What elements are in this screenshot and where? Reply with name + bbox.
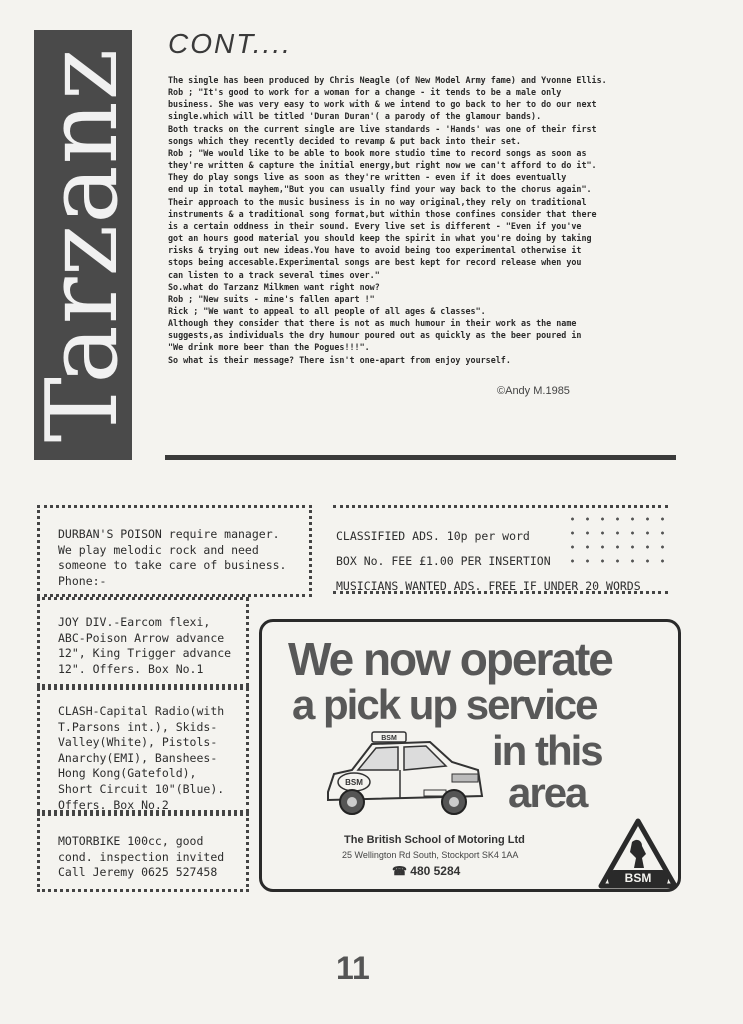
classified-ad-line: T.Parsons int.), Skids- (58, 719, 218, 734)
article-line: single.which will be titled 'Duran Duran'( a parody of the glamour bands). (168, 111, 542, 122)
classified-ad-line: Hong Kong(Gatefold), (58, 766, 197, 781)
article-credit: ©Andy M.1985 (497, 385, 570, 397)
classified-ad-line: Valley(White), Pistols- (58, 735, 218, 750)
classified-ad-box (37, 687, 249, 813)
classified-ad-text (58, 615, 231, 677)
masthead-title: Tarzanz (26, 47, 140, 443)
classified-ad-line: Short Circuit 10"(Blue). (58, 781, 225, 796)
classified-ad-line: 12", King Trigger advance (58, 646, 232, 661)
classified-ad-line: JOY DIV.-Earcom flexi, (58, 615, 211, 629)
classified-ad-line: Phone:- (58, 573, 107, 588)
classified-ad-text (58, 834, 224, 881)
roof-sign-text: BSM (381, 735, 397, 742)
article-line: "We drink more beer than the Pogues!!!". (168, 342, 370, 353)
classified-ad-line: cond. inspection invited (58, 849, 225, 864)
article-line: business. She was very easy to work with & we intend to go back to her to do our next (168, 99, 597, 110)
ad-phone (392, 864, 460, 878)
classified-ad-line: We play melodic rock and need (58, 542, 259, 557)
classified-ad-box (37, 505, 312, 597)
classified-ad-line: Offers. Box No.2 (58, 797, 169, 812)
article-body (168, 74, 688, 366)
masthead-banner (26, 30, 140, 460)
article-continued-heading: CONT.... (168, 28, 292, 59)
article-line: Both tracks on the current single are live standards - 'Hands' was one of their first (168, 123, 597, 134)
car-illustration (320, 730, 490, 822)
box-fee-text: BOX No. FEE £1.00 PER INSERTION (336, 554, 551, 568)
classified-ad-line: 12". Offers. Box No.1 (58, 661, 204, 676)
article-line: Rob ; "New suits - mine's fallen apart !" (168, 293, 375, 304)
article-line: Rick ; "We want to appeal to all people of all ages & classes". (168, 305, 486, 316)
article-line: stops being accesable.Experimental songs are best kept for record release when you (168, 257, 582, 268)
ad-headline-line-1: We now operate (288, 633, 612, 685)
ad-address: 25 Wellington Rd South, Stockport SK4 1AA (342, 850, 519, 860)
dot-pattern (565, 512, 675, 572)
bsm-logo (598, 818, 678, 894)
classified-rate-text: CLASSIFIED ADS. 10p per word (336, 529, 530, 543)
article-line: They do play songs live as soon as they're written - even if it does eventually (168, 172, 567, 183)
article-line: can listen to a track several times over." (168, 269, 380, 280)
article-line: Rob ; "We would like to be able to book more studio time to record songs as soon as (168, 147, 587, 158)
ad-headline-line-3: in this (492, 727, 602, 774)
article-line: is a certain oddness in their sound. Every live set is different - "Even if you've (168, 220, 582, 231)
article-line: got an hours good material you should keep the spirit in what you're doing by taking (168, 233, 592, 244)
phone-icon: ☎ (392, 864, 411, 878)
article-line: risks & trying out new ideas.You have to avoid being too experimental otherwise it (168, 245, 582, 256)
classified-ad-box (37, 597, 249, 687)
classified-ad-line: Anarchy(EMI), Banshees- (58, 750, 218, 765)
article-line: they're written & capture the initial energy,but right now we can't afford to do it". (168, 160, 597, 171)
article-line: Although they consider that there is not as much humour in their work as the name (168, 318, 577, 329)
article-line: end up in total mayhem,"But you can usually find your way back to the chorus again". (168, 184, 592, 195)
bsm-logo-text: BSM (624, 871, 652, 885)
article-line: instruments & a traditional song format,but within those confines consider that there (168, 208, 597, 219)
ad-school-name: The British School of Motoring Ltd (344, 834, 525, 846)
classified-ad-line: MOTORBIKE 100cc, good (58, 834, 204, 848)
musicians-wanted-text: MUSICIANS WANTED ADS. FREE IF UNDER 20 WORDS (336, 579, 641, 593)
ad-phone-number: 480 5284 (410, 864, 461, 878)
article-line: songs which they recently decided to revamp & put back into their set. (168, 135, 521, 146)
article-line: suggests,as individuals the dry humour poured out as quickly as the beer poured in (168, 330, 582, 341)
article-line: So what is their message? There isn't one-apart from enjoy yourself. (168, 354, 511, 365)
section-divider (165, 455, 676, 460)
classified-ad-box (37, 813, 249, 892)
classified-ad-line: Call Jeremy 0625 527458 (58, 865, 218, 880)
classified-ad-line: DURBAN'S POISON require manager. (58, 527, 280, 541)
article-line: The single has been produced by Chris Neagle (of New Model Army fame) and Yvonne Ellis. (168, 75, 607, 85)
page-number: 11 (336, 950, 370, 986)
car-door-badge: BSM (345, 778, 363, 787)
ad-headline-line-2: a pick up service (292, 681, 597, 728)
article-line: So.what do Tarzanz Milkmen want right now? (168, 281, 380, 292)
article-line: Rob ; "It's good to work for a woman for a change - it tends to be a male only (168, 87, 562, 98)
classified-ad-line: someone to take care of business. (58, 558, 287, 573)
ad-headline-line-4: area (508, 769, 587, 816)
dotted-border-top (333, 505, 668, 511)
classified-ad-line: ABC-Poison Arrow advance (58, 630, 225, 645)
classified-ad-text (58, 527, 286, 589)
bsm-advertisement (259, 619, 681, 892)
classified-ad-line: CLASH-Capital Radio(with (58, 704, 225, 718)
article-line: Their approach to the music business is in no way original,they rely on traditional (168, 196, 587, 207)
classified-ad-text (58, 704, 224, 813)
